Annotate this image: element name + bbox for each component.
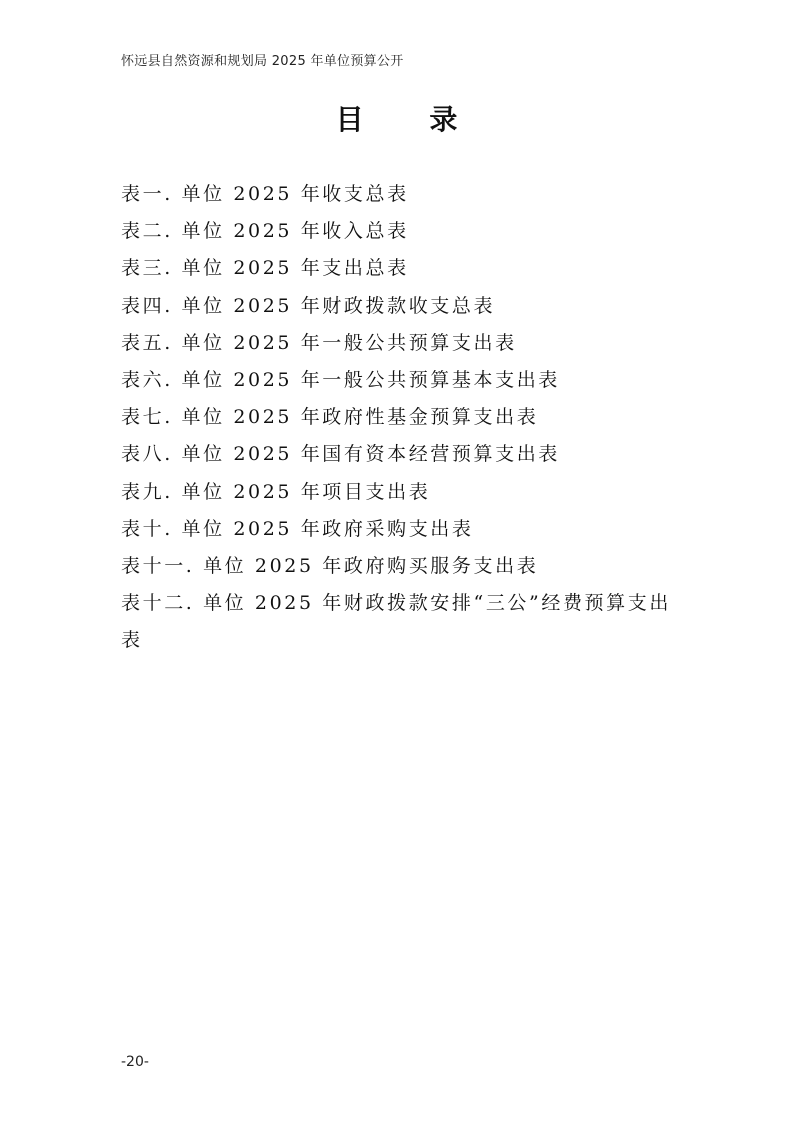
toc-item-9: 表九. 单位 2025 年项目支出表 [121,480,431,503]
page-title: 目 录 [335,103,486,136]
toc-item-3: 表三. 单位 2025 年支出总表 [121,257,409,280]
toc-item-2: 表二. 单位 2025 年收入总表 [121,220,409,243]
toc-item-7: 表七. 单位 2025 年政府性基金预算支出表 [121,406,539,429]
table-of-contents [121,176,681,660]
toc-item-6: 表六. 单位 2025 年一般公共预算基本支出表 [121,369,560,392]
toc-item-5: 表五. 单位 2025 年一般公共预算支出表 [121,331,517,354]
toc-item-4: 表四. 单位 2025 年财政拨款收支总表 [121,294,496,317]
toc-item-1: 表一. 单位 2025 年收支总表 [121,183,409,205]
toc-item-12: 表十二. 单位 2025 年财政拨款安排“三公”经费预算支出表 [121,592,671,652]
page-number: -20- [121,1054,149,1070]
toc-item-10: 表十. 单位 2025 年政府采购支出表 [121,517,474,540]
toc-item-11: 表十一. 单位 2025 年政府购买服务支出表 [121,555,539,578]
toc-item-8: 表八. 单位 2025 年国有资本经营预算支出表 [121,443,560,466]
document-header: 怀远县自然资源和规划局 2025 年单位预算公开 [121,54,404,69]
